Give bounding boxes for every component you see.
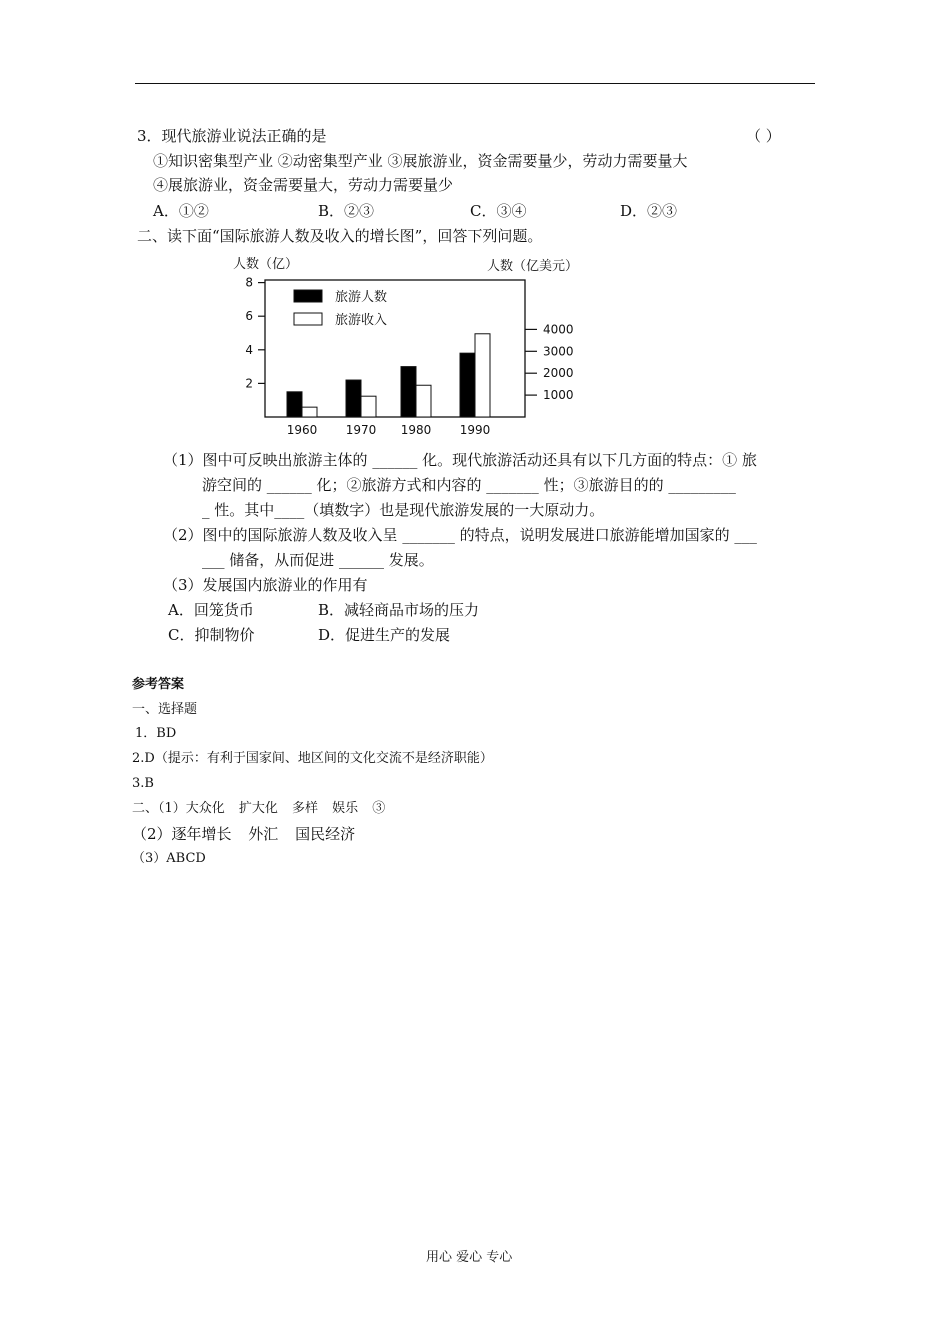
- left-tick-label: 6: [245, 309, 253, 324]
- legend-label-0: 旅游人数: [335, 290, 388, 305]
- q3-option-b: B．②③: [318, 202, 375, 220]
- bar-revenue-1970: [361, 396, 376, 417]
- x-tick-label: 1990: [459, 423, 491, 437]
- q3-stem: 3．现代旅游业说法正确的是: [137, 127, 327, 145]
- x-tick-label: 1980: [400, 423, 432, 437]
- part2-sub2-line2: ___ 储备，从而促进 ______ 发展。: [202, 551, 434, 569]
- right-tick-label: 2000: [543, 366, 574, 381]
- left-tick-label: 8: [245, 275, 253, 290]
- answers-title: 参考答案: [132, 677, 185, 692]
- part2-sub1-line2: 游空间的 ______ 化；②旅游方式和内容的 _______ 性；③旅游目的的 _________: [202, 476, 736, 494]
- answers-section1: 一、选择题: [132, 702, 198, 717]
- left-tick-label: 2: [245, 376, 253, 391]
- q3-option-c: C．③④: [470, 202, 527, 220]
- part2-option-b: B．减轻商品市场的压力: [318, 601, 480, 619]
- q3-option-a: A．①②: [153, 202, 209, 220]
- part2-heading: 二、读下面“国际旅游人数及收入的增长图”，回答下列问题。: [137, 227, 543, 245]
- right-tick-label: 4000: [543, 322, 574, 337]
- header-rule: [135, 83, 815, 84]
- q3-line1: ①知识密集型产业 ②动密集型产业 ③展旅游业，资金需要量少，劳动力需要量大: [153, 152, 688, 170]
- answer-part2-3: （3）ABCD: [132, 851, 206, 866]
- answer-part2-1: 二、（1）大众化 扩大化 多样 娱乐 ③: [132, 801, 386, 816]
- legend-swatch-1: [294, 313, 322, 325]
- part2-sub3: （3）发展国内旅游业的作用有: [163, 576, 368, 594]
- bar-revenue-1960: [302, 407, 317, 417]
- left-tick-label: 4: [245, 342, 253, 357]
- answer-2: 2.D（提示：有利于国家间、地区间的文化交流不是经济职能）: [132, 751, 493, 766]
- part2-sub2-line1: （2）图中的国际旅游人数及收入呈 _______ 的特点，说明发展进口旅游能增加国家的 ___: [163, 526, 757, 544]
- part2-option-a: A．回笼货币: [168, 601, 254, 619]
- x-tick-label: 1970: [345, 423, 377, 437]
- part2-option-c: C．抑制物价: [168, 626, 255, 644]
- bar-revenue-1990: [475, 334, 490, 417]
- page-footer: 用心 爱心 专心: [426, 1250, 513, 1265]
- bar-tourists-1980: [401, 367, 416, 417]
- answer-part2-2: （2）逐年增长 外汇 国民经济: [132, 825, 356, 843]
- left-axis-label: 人数（亿）: [233, 257, 299, 272]
- right-tick-label: 1000: [543, 388, 574, 403]
- bar-revenue-1980: [416, 385, 431, 417]
- x-tick-label: 1960: [286, 423, 318, 437]
- tourism-growth-chart: [225, 250, 595, 440]
- q3-line2: ④展旅游业，资金需要量大，劳动力需要量少: [153, 176, 454, 194]
- answer-1: 1．BD: [135, 726, 177, 741]
- bar-tourists-1960: [287, 392, 302, 417]
- right-axis-label: 人数（亿美元）: [487, 259, 579, 274]
- q3-answer-paren: （ ）: [746, 127, 781, 145]
- bar-tourists-1990: [460, 353, 475, 417]
- answer-3: 3.B: [132, 776, 154, 791]
- part2-option-d: D．促进生产的发展: [318, 626, 451, 644]
- legend-swatch-0: [294, 290, 322, 302]
- bar-tourists-1970: [346, 380, 361, 417]
- legend-label-1: 旅游收入: [335, 313, 388, 328]
- q3-option-d: D．②③: [620, 202, 678, 220]
- right-tick-label: 3000: [543, 344, 574, 359]
- part2-sub1-line3: _ 性。其中____（填数字）也是现代旅游发展的一大原动力。: [202, 501, 605, 519]
- part2-sub1-line1: （1）图中可反映出旅游主体的 ______ 化。现代旅游活动还具有以下几方面的特点：① 旅: [163, 451, 757, 469]
